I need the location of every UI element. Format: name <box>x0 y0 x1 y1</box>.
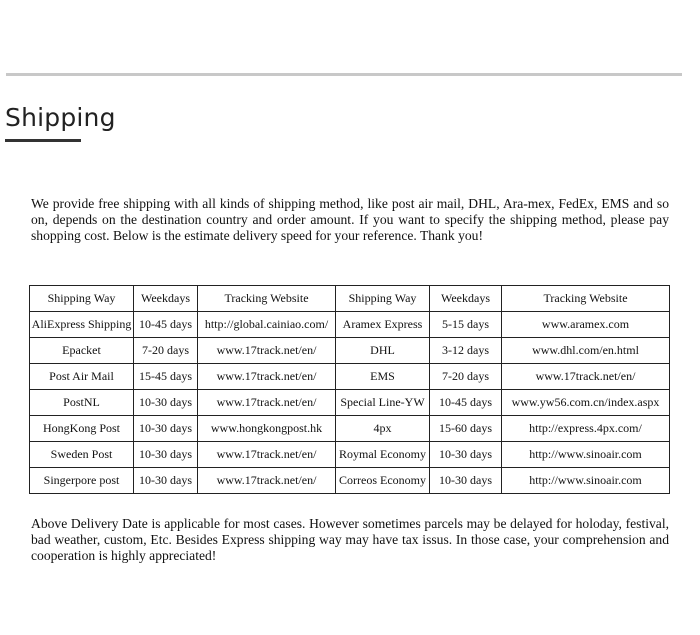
cell-weekdays: 10-30 days <box>134 468 198 494</box>
cell-shipping-way: AliExpress Shipping <box>30 312 134 338</box>
table-row <box>30 468 670 494</box>
title-underline <box>5 139 81 142</box>
table-row <box>30 312 670 338</box>
header-cell-shipping-way-2: Shipping Way <box>336 286 430 312</box>
cell-shipping-way-2: DHL <box>336 338 430 364</box>
cell-tracking-website-2: www.yw56.com.cn/index.aspx <box>502 390 670 416</box>
cell-weekdays: 15-45 days <box>134 364 198 390</box>
cell-shipping-way: Sweden Post <box>30 442 134 468</box>
top-divider <box>6 73 682 76</box>
table-row <box>30 390 670 416</box>
cell-shipping-way-2: 4px <box>336 416 430 442</box>
header-cell-tracking-website-2: Tracking Website <box>502 286 670 312</box>
cell-tracking-website: http://global.cainiao.com/ <box>198 312 336 338</box>
cell-shipping-way: HongKong Post <box>30 416 134 442</box>
cell-tracking-website-2: www.dhl.com/en.html <box>502 338 670 364</box>
cell-shipping-way: Singerpore post <box>30 468 134 494</box>
cell-tracking-website: www.17track.net/en/ <box>198 364 336 390</box>
table-row <box>30 364 670 390</box>
cell-weekdays-2: 15-60 days <box>430 416 502 442</box>
shipping-table-body <box>30 286 670 494</box>
cell-shipping-way: Epacket <box>30 338 134 364</box>
cell-shipping-way-2: Special Line-YW <box>336 390 430 416</box>
cell-tracking-website-2: http://express.4px.com/ <box>502 416 670 442</box>
cell-tracking-website: www.17track.net/en/ <box>198 442 336 468</box>
table-header-row <box>30 286 670 312</box>
cell-tracking-website: www.17track.net/en/ <box>198 468 336 494</box>
cell-shipping-way: Post Air Mail <box>30 364 134 390</box>
cell-shipping-way-2: Correos Economy <box>336 468 430 494</box>
cell-weekdays: 10-30 days <box>134 442 198 468</box>
table-row <box>30 442 670 468</box>
cell-shipping-way-2: Aramex Express <box>336 312 430 338</box>
header-cell-weekdays: Weekdays <box>134 286 198 312</box>
cell-weekdays: 10-30 days <box>134 416 198 442</box>
shipping-table <box>29 285 670 494</box>
header-cell-weekdays-2: Weekdays <box>430 286 502 312</box>
cell-weekdays-2: 5-15 days <box>430 312 502 338</box>
cell-weekdays-2: 10-30 days <box>430 468 502 494</box>
cell-tracking-website: www.17track.net/en/ <box>198 338 336 364</box>
header-cell-shipping-way: Shipping Way <box>30 286 134 312</box>
table-row <box>30 416 670 442</box>
cell-tracking-website: www.17track.net/en/ <box>198 390 336 416</box>
cell-shipping-way-2: EMS <box>336 364 430 390</box>
table-row <box>30 338 670 364</box>
section-title: Shipping <box>5 103 116 132</box>
cell-weekdays-2: 7-20 days <box>430 364 502 390</box>
cell-weekdays-2: 10-30 days <box>430 442 502 468</box>
intro-paragraph: We provide free shipping with all kinds of shipping method, like post air mail, DHL, Ara-mex, FedEx, EMS and so on, depends on the destination country and order amount. If you want to specify the shipping method, please pay shopping cost. Below is the estimate delivery speed for your reference. Thank you! <box>31 196 669 243</box>
cell-tracking-website-2: http://www.sinoair.com <box>502 442 670 468</box>
cell-shipping-way-2: Roymal Economy <box>336 442 430 468</box>
cell-weekdays-2: 3-12 days <box>430 338 502 364</box>
cell-weekdays-2: 10-45 days <box>430 390 502 416</box>
outro-paragraph: Above Delivery Date is applicable for most cases. However sometimes parcels may be delayed for holoday, festival, bad weather, custom, Etc. Besides Express shipping way may have tax issus. In those case, your comprehension and cooperation is highly appreciated! <box>31 516 669 563</box>
header-cell-tracking-website: Tracking Website <box>198 286 336 312</box>
cell-weekdays: 7-20 days <box>134 338 198 364</box>
cell-weekdays: 10-30 days <box>134 390 198 416</box>
cell-tracking-website-2: www.17track.net/en/ <box>502 364 670 390</box>
cell-shipping-way: PostNL <box>30 390 134 416</box>
cell-tracking-website-2: www.aramex.com <box>502 312 670 338</box>
cell-tracking-website-2: http://www.sinoair.com <box>502 468 670 494</box>
cell-tracking-website: www.hongkongpost.hk <box>198 416 336 442</box>
cell-weekdays: 10-45 days <box>134 312 198 338</box>
